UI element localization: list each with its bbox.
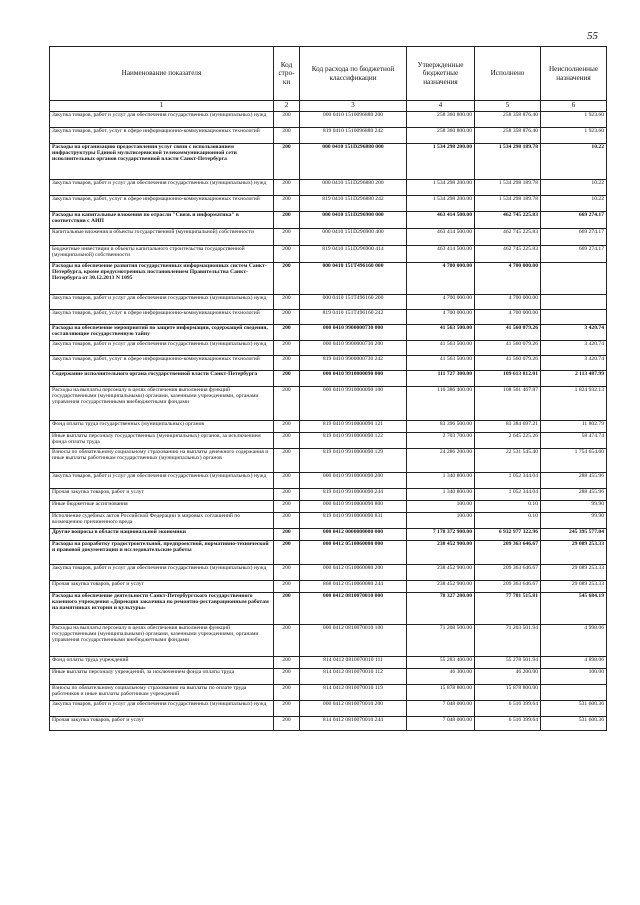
column-number: 1 — [50, 101, 274, 112]
header-approved: Утвержденные бюджетные назначения — [407, 47, 475, 101]
row-approved-amount: 238 452 900.00 — [407, 540, 475, 564]
row-name: Расходы на выплаты персоналу в целях обеспечения выполнения функций государственными (муниципальными) органами, казенными учреждениями, органами управления государственными внебюджетными фондами — [50, 624, 274, 656]
table-row — [50, 716, 607, 730]
row-line-code: 200 — [274, 324, 300, 340]
row-name: Исполнение судебных актов Российской Федерации и мировых соглашений по возмещению причиненного вреда — [50, 512, 274, 528]
row-budget-code: 000 0410 9910000090 200 — [300, 472, 407, 488]
table-row — [50, 420, 607, 432]
column-number-row — [50, 101, 607, 112]
header-kbk: Код расхода по бюджетной классификации — [300, 47, 407, 101]
row-line-code: 200 — [274, 448, 300, 472]
row-name: Закупка товаров, работ, услуг в сфере информационно-коммуникационных технологий — [50, 195, 274, 211]
row-unexecuted-amount: 288 455.96 — [541, 472, 607, 488]
table-row — [50, 262, 607, 294]
row-budget-code: 814 0412 0810070010 119 — [300, 684, 407, 700]
row-executed-amount: 1 534 298 189.78 — [475, 179, 541, 195]
row-name: Иные бюджетные ассигнования — [50, 500, 274, 512]
row-line-code: 200 — [274, 309, 300, 324]
row-approved-amount: 78 327 200.00 — [407, 592, 475, 624]
row-line-code: 200 — [274, 420, 300, 432]
row-line-code: 200 — [274, 340, 300, 355]
row-name: Иные выплаты персоналу учреждений, за исключением фонда оплаты труда — [50, 668, 274, 684]
row-unexecuted-amount: 1 923.60 — [541, 111, 607, 127]
row-name: Прочая закупка товаров, работ и услуг — [50, 580, 274, 592]
row-executed-amount: 2 645 225.26 — [475, 432, 541, 448]
row-unexecuted-amount: 4 898.06 — [541, 656, 607, 668]
row-name: Закупка товаров, работ и услуг для обеспечения государственных (муниципальных) нужд — [50, 472, 274, 488]
row-unexecuted-amount: 3 420.74 — [541, 355, 607, 370]
row-budget-code: 000 0410 151T496160 200 — [300, 294, 407, 309]
row-line-code: 200 — [274, 111, 300, 127]
table-row — [50, 512, 607, 528]
row-approved-amount: 4 700 000.00 — [407, 309, 475, 324]
row-executed-amount: 0.10 — [475, 500, 541, 512]
row-unexecuted-amount: 10.22 — [541, 143, 607, 179]
row-executed-amount: 4 700 000.00 — [475, 294, 541, 309]
row-line-code: 200 — [274, 294, 300, 309]
row-approved-amount: 1 340 800.00 — [407, 472, 475, 488]
row-unexecuted-amount: 531 600.36 — [541, 700, 607, 716]
row-executed-amount: 1 534 298 189.78 — [475, 195, 541, 211]
row-approved-amount: 7 048 000.00 — [407, 716, 475, 730]
row-unexecuted-amount: 10.22 — [541, 195, 607, 211]
row-executed-amount: 209 363 646.67 — [475, 540, 541, 564]
row-name: Закупка товаров, работ и услуг для обеспечения государственных (муниципальных) нужд — [50, 340, 274, 355]
row-unexecuted-amount: 669 274.17 — [541, 228, 607, 245]
row-unexecuted-amount: 288 455.96 — [541, 488, 607, 500]
row-line-code: 200 — [274, 355, 300, 370]
row-line-code: 200 — [274, 211, 300, 228]
row-budget-code: 819 0410 1510096880 242 — [300, 127, 407, 143]
row-budget-code: 814 0412 0810070010 244 — [300, 716, 407, 730]
row-unexecuted-amount: 29 089 253.33 — [541, 580, 607, 592]
row-unexecuted-amount: 4 998.06 — [541, 624, 607, 656]
row-name: Содержание исполнительного органа государственной власти Санкт-Петербурга — [50, 370, 274, 386]
row-approved-amount: 463 414 500.00 — [407, 245, 475, 262]
row-line-code: 200 — [274, 512, 300, 528]
row-budget-code: 819 0410 9910000090 831 — [300, 512, 407, 528]
row-name: Иные выплаты персоналу государственных (муниципальных) органов, за исключением фонда оплаты труда — [50, 432, 274, 448]
row-budget-code: 000 0410 151D296900 000 — [300, 211, 407, 228]
column-number: 2 — [274, 101, 300, 112]
row-budget-code: 819 0410 151D296880 242 — [300, 195, 407, 211]
row-approved-amount: 4 700 000.00 — [407, 262, 475, 294]
header-executed: Исполнено — [475, 47, 541, 101]
row-executed-amount: 4 700 000.00 — [475, 309, 541, 324]
row-approved-amount: 110 386 400.00 — [407, 386, 475, 420]
table-row — [50, 211, 607, 228]
row-executed-amount: 108 561 467.87 — [475, 386, 541, 420]
row-unexecuted-amount — [541, 684, 607, 700]
row-approved-amount: 71 208 500.00 — [407, 624, 475, 656]
row-name: Расходы на разработку градостроительной, предпроектной, нормативно-технической и правовой документации и исследовательские работы — [50, 540, 274, 564]
row-name: Взносы по обязательному социальному страхованию на выплаты по оплате труда работников и иные выплаты работникам учреждений — [50, 684, 274, 700]
row-executed-amount: 77 781 515.81 — [475, 592, 541, 624]
row-executed-amount: 258 358 876.40 — [475, 127, 541, 143]
row-line-code: 200 — [274, 668, 300, 684]
row-line-code: 200 — [274, 580, 300, 592]
row-name: Другие вопросы в области национальной экономики — [50, 528, 274, 540]
row-unexecuted-amount: 1 923.60 — [541, 127, 607, 143]
row-unexecuted-amount: 531 600.36 — [541, 716, 607, 730]
row-budget-code: 819 0410 9910000090 122 — [300, 432, 407, 448]
column-number: 4 — [407, 101, 475, 112]
column-number: 5 — [475, 101, 541, 112]
row-executed-amount: 41 560 079.26 — [475, 324, 541, 340]
row-approved-amount: 111 727 300.00 — [407, 370, 475, 386]
row-name: Расходы на обеспечение деятельности Санкт-Петербургского государственного казенного учреждения «Дирекция заказчика по ремонтно-реставрационным работам на памятниках истории и культуры» — [50, 592, 274, 624]
row-unexecuted-amount: 58 474.74 — [541, 432, 607, 448]
row-approved-amount: 2 703 700.00 — [407, 432, 475, 448]
row-executed-amount: 83 384 697.21 — [475, 420, 541, 432]
table-row — [50, 580, 607, 592]
row-line-code: 200 — [274, 624, 300, 656]
row-budget-code: 000 0410 9910000090 100 — [300, 386, 407, 420]
row-executed-amount: 41 560 079.26 — [475, 355, 541, 370]
row-unexecuted-amount: 3 420.74 — [541, 324, 607, 340]
table-row — [50, 294, 607, 309]
row-approved-amount: 258 360 800.00 — [407, 127, 475, 143]
row-approved-amount: 15 878 800.00 — [407, 684, 475, 700]
row-unexecuted-amount: 99.90 — [541, 500, 607, 512]
row-line-code: 200 — [274, 179, 300, 195]
row-name: Прочая закупка товаров, работ и услуг — [50, 488, 274, 500]
row-name: Закупка товаров, работ и услуг для обеспечения государственных (муниципальных) нужд — [50, 294, 274, 309]
row-approved-amount: 83 396 500.00 — [407, 420, 475, 432]
table-row — [50, 340, 607, 355]
row-line-code: 200 — [274, 127, 300, 143]
row-unexecuted-amount: 1 824 932.13 — [541, 386, 607, 420]
row-name: Расходы на капитальные вложения по отрасли "Связь и информатика" в соответствии с АИП — [50, 211, 274, 228]
table-row — [50, 500, 607, 512]
row-executed-amount: 15 878 800.00 — [475, 684, 541, 700]
row-executed-amount: 258 358 876.40 — [475, 111, 541, 127]
row-line-code: 200 — [274, 540, 300, 564]
row-line-code: 200 — [274, 143, 300, 179]
row-budget-code: 000 0410 151D296880 200 — [300, 179, 407, 195]
table-row — [50, 386, 607, 420]
row-approved-amount: 1 534 298 200.00 — [407, 143, 475, 179]
table-row — [50, 488, 607, 500]
row-approved-amount: 24 286 200.00 — [407, 448, 475, 472]
table-row — [50, 472, 607, 488]
table-row — [50, 528, 607, 540]
row-approved-amount: 100.00 — [407, 500, 475, 512]
row-budget-code: 000 0412 0510060080 000 — [300, 540, 407, 564]
row-unexecuted-amount: 2 113 487.99 — [541, 370, 607, 386]
row-budget-code: 000 0410 151T496160 000 — [300, 262, 407, 294]
row-line-code: 200 — [274, 528, 300, 540]
row-unexecuted-amount: 10.22 — [541, 179, 607, 195]
table-row — [50, 245, 607, 262]
table-row — [50, 324, 607, 340]
row-approved-amount: 7 178 372 900.00 — [407, 528, 475, 540]
row-executed-amount: 46 200.00 — [475, 668, 541, 684]
row-line-code: 200 — [274, 245, 300, 262]
row-unexecuted-amount: 29 089 253.33 — [541, 540, 607, 564]
table-row — [50, 432, 607, 448]
row-unexecuted-amount: 100.00 — [541, 668, 607, 684]
row-name: Взносы по обязательному социальному страхованию на выплаты денежного содержания и иные выплаты работникам государственных (муниципальных) органов — [50, 448, 274, 472]
row-unexecuted-amount — [541, 294, 607, 309]
row-line-code: 200 — [274, 370, 300, 386]
row-budget-code: 819 0410 9910000090 129 — [300, 448, 407, 472]
row-name: Расходы на обеспечение развития государственных информационных систем Санкт-Петербурга, кроме предусмотренных постановлением Правительства Санкт-Петербурга от 30.12.2013 N 1095 — [50, 262, 274, 294]
row-budget-code: 000 0410 9900000730 000 — [300, 324, 407, 340]
row-unexecuted-amount: 1 754 654.60 — [541, 448, 607, 472]
budget-execution-table — [49, 46, 607, 731]
row-executed-amount: 462 745 225.83 — [475, 228, 541, 245]
row-name: Закупка товаров, работ и услуг для обеспечения государственных (муниципальных) нужд — [50, 179, 274, 195]
row-line-code: 200 — [274, 432, 300, 448]
row-name: Прочая закупка товаров, работ и услуг — [50, 716, 274, 730]
row-approved-amount: 41 563 500.00 — [407, 340, 475, 355]
table-row — [50, 228, 607, 245]
row-budget-code: 000 0412 0000000000 000 — [300, 528, 407, 540]
row-budget-code: 000 0410 151D296880 000 — [300, 143, 407, 179]
row-name: Фонд оплаты труда учреждений — [50, 656, 274, 668]
row-line-code: 200 — [274, 488, 300, 500]
row-approved-amount: 55 283 400.00 — [407, 656, 475, 668]
table-row — [50, 143, 607, 179]
row-budget-code: 000 0410 151D296900 400 — [300, 228, 407, 245]
row-line-code: 200 — [274, 228, 300, 245]
row-executed-amount: 109 613 812.01 — [475, 370, 541, 386]
row-line-code: 200 — [274, 262, 300, 294]
row-budget-code: 819 0410 151T496160 242 — [300, 309, 407, 324]
table-row — [50, 540, 607, 564]
row-executed-amount: 209 363 646.67 — [475, 564, 541, 580]
row-budget-code: 000 0410 9910000090 800 — [300, 500, 407, 512]
row-unexecuted-amount — [541, 309, 607, 324]
row-name: Бюджетные инвестиции в объекты капитального строительства государственной (муниципальной) собственности — [50, 245, 274, 262]
table-row — [50, 448, 607, 472]
header-row — [50, 47, 607, 101]
row-approved-amount: 1 534 298 200.00 — [407, 179, 475, 195]
row-approved-amount: 7 048 000.00 — [407, 700, 475, 716]
row-executed-amount: 6 516 399.64 — [475, 716, 541, 730]
row-budget-code: 819 0410 9910000090 244 — [300, 488, 407, 500]
row-budget-code: 000 0410 9900000730 200 — [300, 340, 407, 355]
row-budget-code: 868 0412 0510060080 244 — [300, 580, 407, 592]
row-executed-amount: 462 745 225.83 — [475, 211, 541, 228]
table-row — [50, 564, 607, 580]
header-unexecuted: Неисполненные назначения — [541, 47, 607, 101]
row-line-code: 200 — [274, 700, 300, 716]
row-line-code: 200 — [274, 716, 300, 730]
table-row — [50, 179, 607, 195]
row-name: Закупка товаров, работ и услуг для обеспечения государственных (муниципальных) нужд — [50, 700, 274, 716]
row-line-code: 200 — [274, 684, 300, 700]
row-approved-amount: 1 534 298 200.00 — [407, 195, 475, 211]
table-row — [50, 668, 607, 684]
row-approved-amount: 46 300.00 — [407, 668, 475, 684]
table-row — [50, 592, 607, 624]
row-name: Расходы на выплаты персоналу в целях обеспечения выполнения функций государственными (муниципальными) органами, казенными учреждениями, органами управления государственными внебюджетными фондами — [50, 386, 274, 420]
table-row — [50, 656, 607, 668]
row-name: Фонд оплаты труда государственных (муниципальных) органов — [50, 420, 274, 432]
page-number: 55 — [587, 30, 598, 42]
row-approved-amount: 1 340 800.00 — [407, 488, 475, 500]
table-row — [50, 700, 607, 716]
row-name: Расходы на обеспечение мероприятий по защите информации, содержащей сведения, составляющие государственную тайну — [50, 324, 274, 340]
row-approved-amount: 41 563 500.00 — [407, 355, 475, 370]
row-executed-amount: 6 932 977 322.96 — [475, 528, 541, 540]
row-budget-code: 814 0412 0810070010 112 — [300, 668, 407, 684]
row-approved-amount: 41 563 500.00 — [407, 324, 475, 340]
row-unexecuted-amount — [541, 262, 607, 294]
row-approved-amount: 258 360 800.00 — [407, 111, 475, 127]
table-row — [50, 111, 607, 127]
row-budget-code: 000 0412 0810070010 000 — [300, 592, 407, 624]
header-name: Наименование показателя — [50, 47, 274, 101]
row-approved-amount: 463 414 500.00 — [407, 211, 475, 228]
row-executed-amount: 0.10 — [475, 512, 541, 528]
row-unexecuted-amount: 669 274.17 — [541, 211, 607, 228]
row-line-code: 200 — [274, 472, 300, 488]
row-approved-amount: 4 700 000.00 — [407, 294, 475, 309]
row-line-code: 200 — [274, 564, 300, 580]
row-approved-amount: 238 452 900.00 — [407, 580, 475, 592]
row-budget-code: 814 0412 0810070010 111 — [300, 656, 407, 668]
table-row — [50, 195, 607, 211]
row-unexecuted-amount: 669 274.17 — [541, 245, 607, 262]
row-unexecuted-amount: 29 089 253.33 — [541, 564, 607, 580]
row-unexecuted-amount: 11 802.79 — [541, 420, 607, 432]
row-executed-amount: 1 052 344.04 — [475, 488, 541, 500]
row-name: Капитальные вложения в объекты государственной (муниципальной) собственности — [50, 228, 274, 245]
row-unexecuted-amount: 245 395 577.04 — [541, 528, 607, 540]
row-budget-code: 000 0410 9910000090 000 — [300, 370, 407, 386]
row-budget-code: 819 0410 151D296900 414 — [300, 245, 407, 262]
row-unexecuted-amount: 99.90 — [541, 512, 607, 528]
row-executed-amount: 4 700 000.00 — [475, 262, 541, 294]
row-budget-code: 000 0412 0810070010 200 — [300, 700, 407, 716]
table-row — [50, 624, 607, 656]
row-budget-code: 819 0410 9910000090 121 — [300, 420, 407, 432]
row-budget-code: 000 0412 0810070010 100 — [300, 624, 407, 656]
row-name: Закупка товаров, работ и услуг для обеспечения государственных (муниципальных) нужд — [50, 564, 274, 580]
table-body — [50, 111, 607, 730]
table-row — [50, 355, 607, 370]
table-row — [50, 309, 607, 324]
row-approved-amount: 463 414 500.00 — [407, 228, 475, 245]
row-name: Закупка товаров, работ, услуг в сфере информационно-коммуникационных технологий — [50, 127, 274, 143]
row-budget-code: 819 0410 9900000730 242 — [300, 355, 407, 370]
row-name: Закупка товаров, работ, услуг в сфере информационно-коммуникационных технологий — [50, 355, 274, 370]
row-executed-amount: 41 560 079.26 — [475, 340, 541, 355]
row-line-code: 200 — [274, 592, 300, 624]
row-approved-amount: 100.00 — [407, 512, 475, 528]
row-executed-amount: 462 745 225.83 — [475, 245, 541, 262]
row-budget-code: 000 0412 0510060080 200 — [300, 564, 407, 580]
row-budget-code: 000 0410 1510096880 200 — [300, 111, 407, 127]
row-line-code: 200 — [274, 386, 300, 420]
row-line-code: 200 — [274, 195, 300, 211]
row-executed-amount: 6 516 399.64 — [475, 700, 541, 716]
row-executed-amount: 22 531 545.40 — [475, 448, 541, 472]
table-row — [50, 127, 607, 143]
row-approved-amount: 238 452 900.00 — [407, 564, 475, 580]
row-executed-amount: 1 052 344.04 — [475, 472, 541, 488]
row-line-code: 200 — [274, 656, 300, 668]
row-unexecuted-amount: 3 420.74 — [541, 340, 607, 355]
row-unexecuted-amount: 545 684.19 — [541, 592, 607, 624]
row-name: Закупка товаров, работ, услуг в сфере информационно-коммуникационных технологий — [50, 309, 274, 324]
row-executed-amount: 209 363 646.67 — [475, 580, 541, 592]
row-name: Расходы на организацию предоставления услуг связи с использованием инфраструктуры Единой мультисервисной телекоммуникационной сети исполнительных органов государственной власти Санкт-Петербурга — [50, 143, 274, 179]
row-line-code: 200 — [274, 500, 300, 512]
table-row — [50, 684, 607, 700]
row-name: Закупка товаров, работ и услуг для обеспечения государственных (муниципальных) нужд — [50, 111, 274, 127]
table-row — [50, 370, 607, 386]
header-code: Код стро-ки — [274, 47, 300, 101]
row-executed-amount: 55 278 501.94 — [475, 656, 541, 668]
column-number: 6 — [541, 101, 607, 112]
row-executed-amount: 1 534 298 189.78 — [475, 143, 541, 179]
column-number: 3 — [300, 101, 407, 112]
row-executed-amount: 71 203 501.94 — [475, 624, 541, 656]
